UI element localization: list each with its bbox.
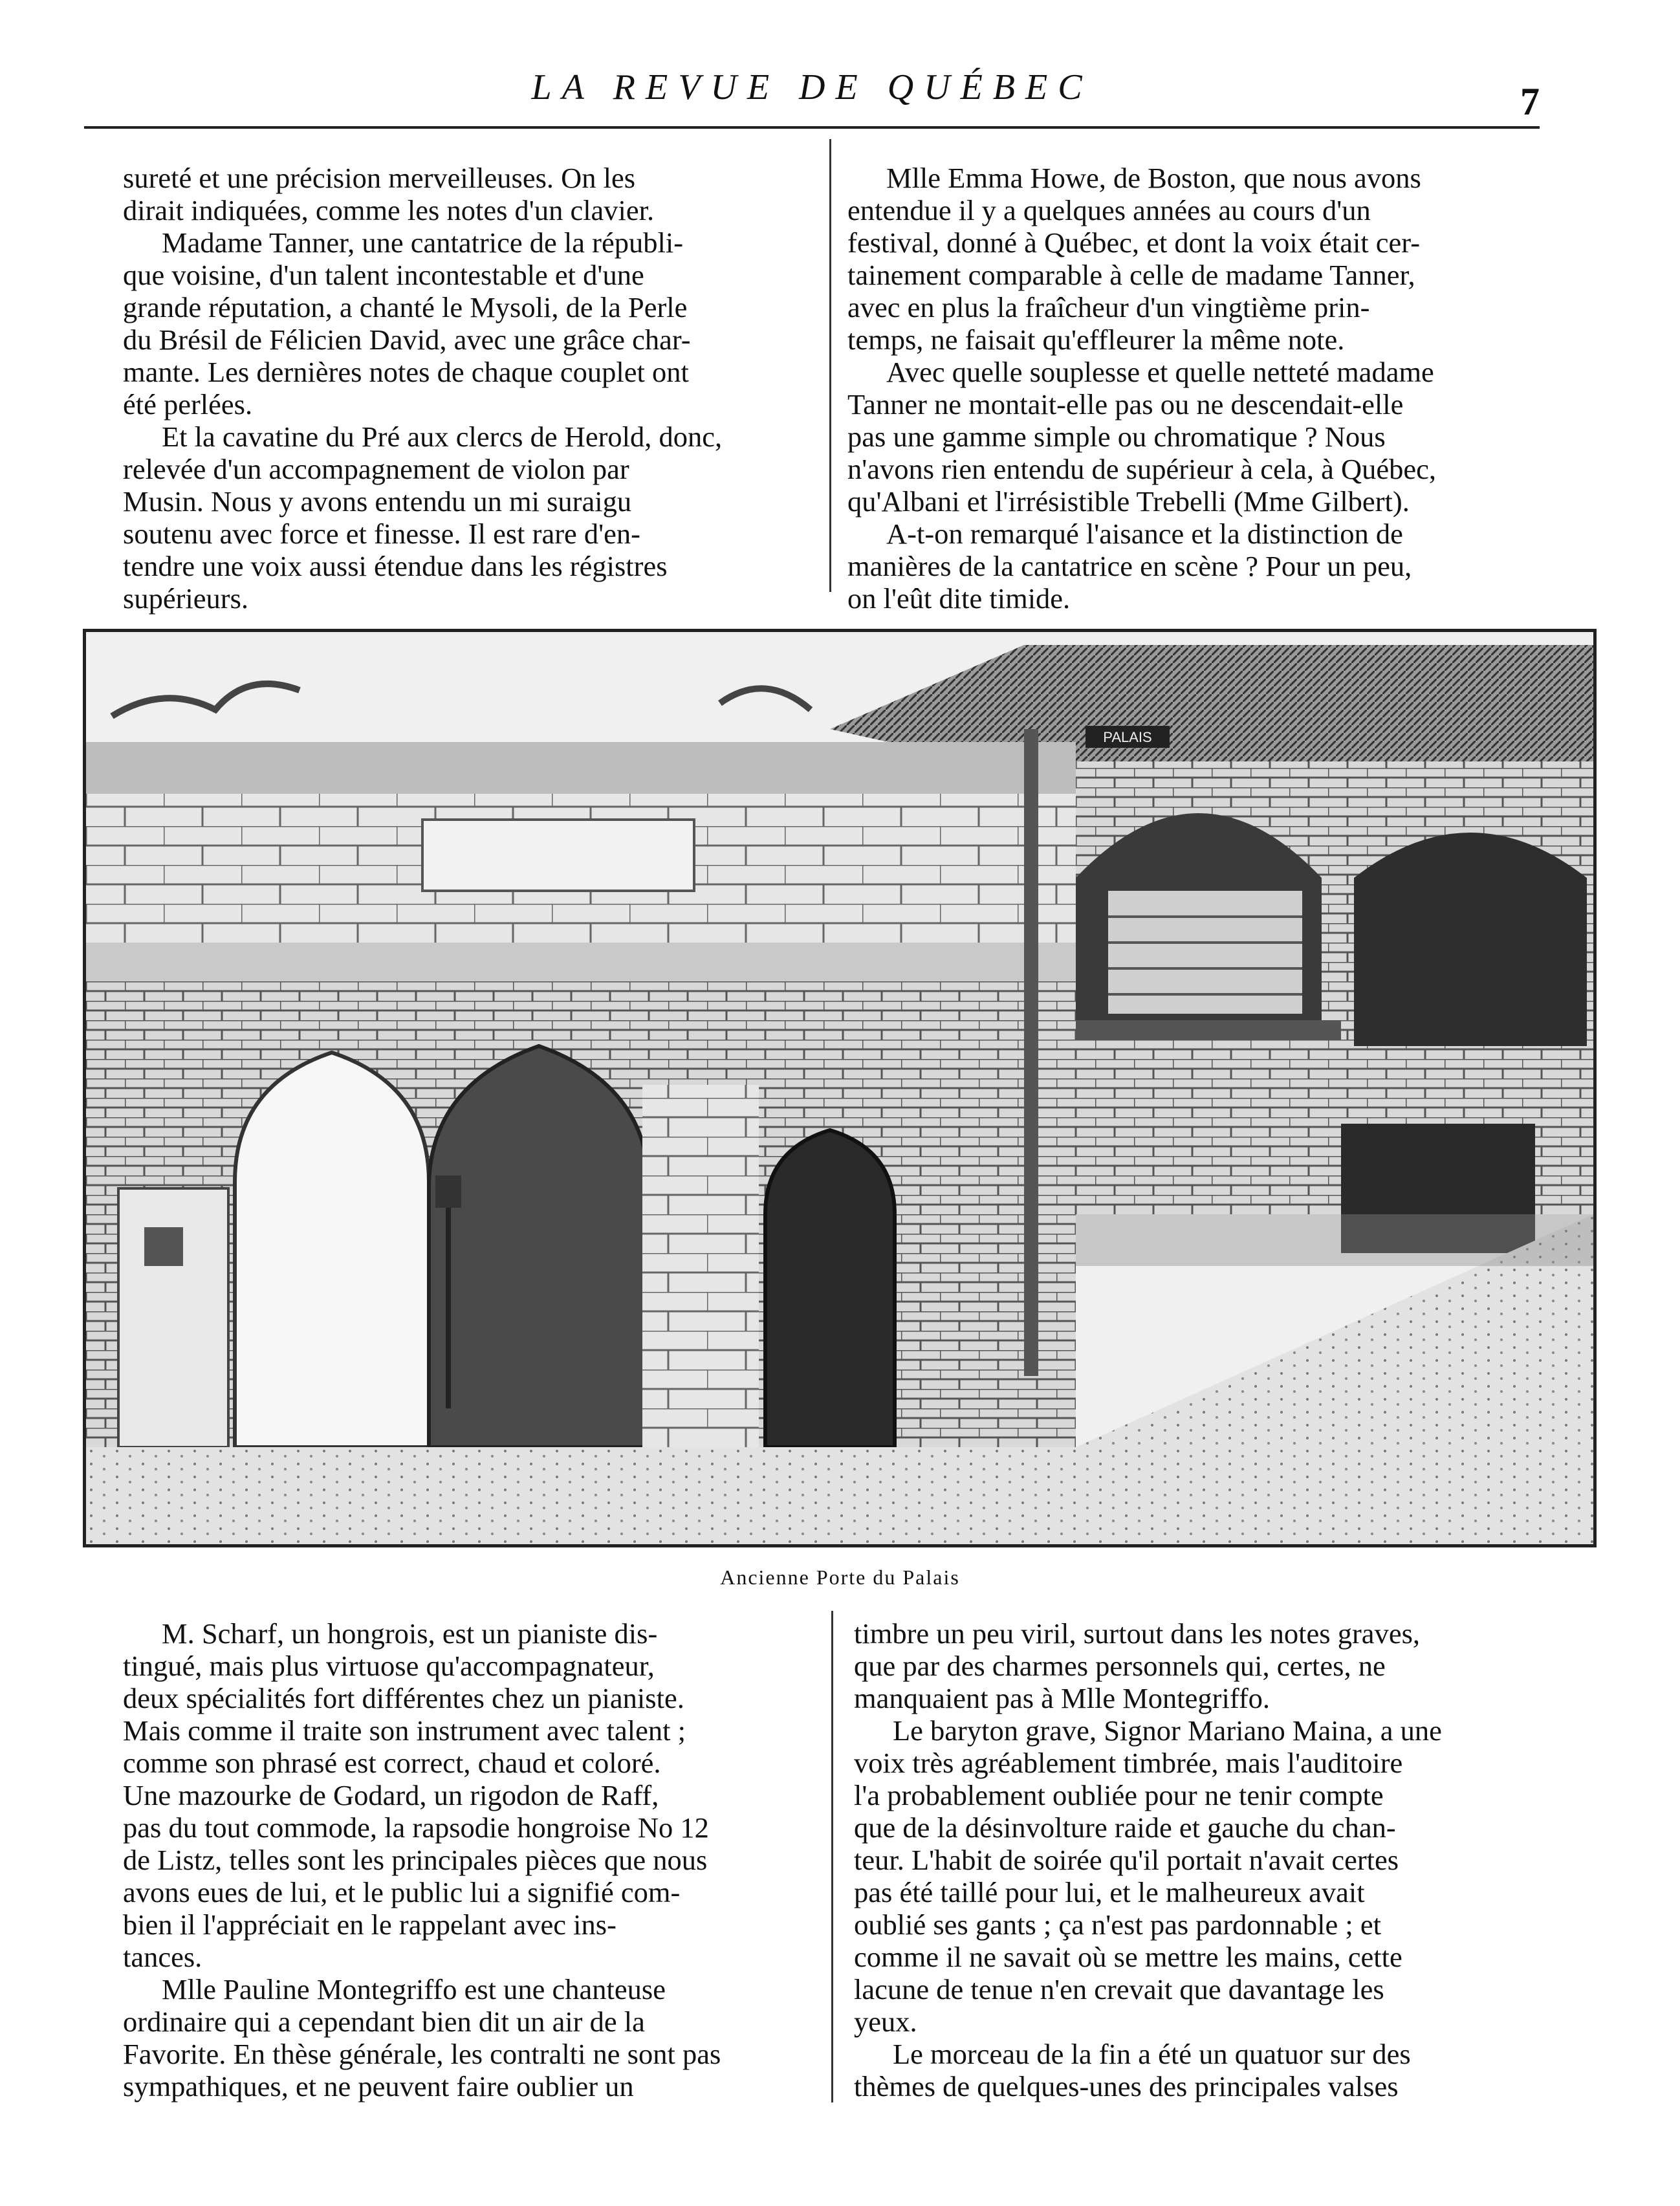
column-divider xyxy=(829,139,831,592)
text-line: que de la désinvolture raide et gauche du chan- xyxy=(854,1811,1396,1844)
text-line: entendue il y a quelques années au cours d'un xyxy=(847,194,1371,226)
text-line: thèmes de quelques-unes des principales valses xyxy=(854,2070,1399,2102)
bottom-right-column xyxy=(854,1617,1533,2102)
text-line: A-t-on remarqué l'aisance et la distinction de xyxy=(886,518,1403,550)
text-line: Mlle Emma Howe, de Boston, que nous avons xyxy=(886,162,1421,194)
text-line: Musin. Nous y avons entendu un mi suraigu xyxy=(123,485,632,518)
text-line: manières de la cantatrice en scène ? Pour un peu, xyxy=(847,550,1412,582)
text-line: soutenu avec force et finesse. Il est rare d'en- xyxy=(123,518,640,550)
text-line: M. Scharf, un hongrois, est un pianiste dis- xyxy=(162,1617,658,1650)
text-line: qu'Albani et l'irrésistible Trebelli (Mme Gilbert). xyxy=(847,485,1410,518)
text-line: ordinaire qui a cependant bien dit un air de la xyxy=(123,2005,645,2038)
text-line: mante. Les dernières notes de chaque couplet ont xyxy=(123,356,689,388)
text-line: Une mazourke de Godard, un rigodon de Raff, xyxy=(123,1779,659,1811)
text-line: festival, donné à Québec, et dont la voix était cer- xyxy=(847,226,1421,259)
text-line: Mlle Pauline Montegriffo est une chanteuse xyxy=(162,1973,666,2005)
text-line: du Brésil de Félicien David, avec une grâce char- xyxy=(123,323,691,356)
text-line: avec en plus la fraîcheur d'un vingtième prin- xyxy=(847,291,1370,323)
illustration-caption: Ancienne Porte du Palais xyxy=(720,1566,960,1589)
text-line: l'a probablement oubliée pour ne tenir compte xyxy=(854,1779,1384,1811)
page-header xyxy=(84,61,1540,133)
text-line: tances. xyxy=(123,1941,202,1973)
text-line: tingué, mais plus virtuose qu'accompagnateur, xyxy=(123,1650,655,1682)
text-line: été perlées. xyxy=(123,388,253,420)
text-line: Mais comme il traite son instrument avec talent ; xyxy=(123,1714,686,1747)
text-line: sympathiques, et ne peuvent faire oublier un xyxy=(123,2070,634,2102)
text-line: pas du tout commode, la rapsodie hongroise No 12 xyxy=(123,1811,709,1844)
text-line: que par des charmes personnels qui, certes, ne xyxy=(854,1650,1386,1682)
journal-title: LA REVUE DE QUÉBEC xyxy=(531,67,1093,107)
text-line: de Listz, telles sont les principales pièces que nous xyxy=(123,1844,708,1876)
text-line: Tanner ne montait-elle pas ou ne descendait-elle xyxy=(847,388,1404,420)
text-line: dirait indiquées, comme les notes d'un clavier. xyxy=(123,194,655,226)
text-line: timbre un peu viril, surtout dans les notes graves, xyxy=(854,1617,1421,1650)
text-line: comme son phrasé est correct, chaud et coloré. xyxy=(123,1747,661,1779)
text-line: yeux. xyxy=(854,2005,917,2038)
text-line: voix très agréablement timbrée, mais l'auditoire xyxy=(854,1747,1403,1779)
text-line: tainement comparable à celle de madame Tanner, xyxy=(847,259,1415,291)
text-line: temps, ne faisait qu'effleurer la même note. xyxy=(847,323,1345,356)
top-left-column xyxy=(123,162,796,615)
text-line: pas été taillé pour lui, et le malheureux avait xyxy=(854,1876,1365,1908)
text-line: lacune de tenue n'en crevait que davantage les xyxy=(854,1973,1384,2005)
text-line: supérieurs. xyxy=(123,582,249,615)
text-line: Madame Tanner, une cantatrice de la républi- xyxy=(162,226,684,259)
text-line: que voisine, d'un talent incontestable et d'une xyxy=(123,259,644,291)
text-line: teur. L'habit de soirée qu'il portait n'avait certes xyxy=(854,1844,1399,1876)
text-line: on l'eût dite timide. xyxy=(847,582,1071,615)
text-line: comme il ne savait où se mettre les mains, cette xyxy=(854,1941,1402,1973)
text-line: sureté et une précision merveilleuses. On les xyxy=(123,162,636,194)
text-line: manquaient pas à Mlle Montegriffo. xyxy=(854,1682,1271,1714)
text-line: pas une gamme simple ou chromatique ? Nous xyxy=(847,420,1386,453)
text-line: deux spécialités fort différentes chez un pianiste. xyxy=(123,1682,684,1714)
top-right-column xyxy=(847,162,1533,615)
text-line: Favorite. En thèse générale, les contralti ne sont pas xyxy=(123,2038,721,2070)
text-line: Avec quelle souplesse et quelle netteté madame xyxy=(886,356,1434,388)
text-line: relevée d'un accompagnement de violon par xyxy=(123,453,629,485)
illustration-porte-du-palais xyxy=(83,629,1597,1547)
column-divider xyxy=(831,1611,833,2102)
text-line: oublié ses gants ; ça n'est pas pardonnable ; et xyxy=(854,1908,1381,1941)
bottom-left-column xyxy=(123,1617,796,2102)
text-line: avons eues de lui, et le public lui a signifié com- xyxy=(123,1876,681,1908)
text-line: grande réputation, a chanté le Mysoli, de la Perle xyxy=(123,291,688,323)
text-line: Le baryton grave, Signor Mariano Maina, a une xyxy=(893,1714,1442,1747)
header-rule xyxy=(84,126,1540,129)
text-line: Le morceau de la fin a été un quatuor sur des xyxy=(893,2038,1411,2070)
text-line: n'avons rien entendu de supérieur à cela, à Québec, xyxy=(847,453,1436,485)
engraving-image xyxy=(86,632,1593,1544)
text-line: tendre une voix aussi étendue dans les régistres xyxy=(123,550,668,582)
sign-text: PALAIS xyxy=(1103,729,1152,745)
text-line: bien il l'appréciait en le rappelant avec ins- xyxy=(123,1908,616,1941)
text-line: Et la cavatine du Pré aux clercs de Herold, donc, xyxy=(162,420,723,453)
page-number: 7 xyxy=(1520,80,1540,123)
